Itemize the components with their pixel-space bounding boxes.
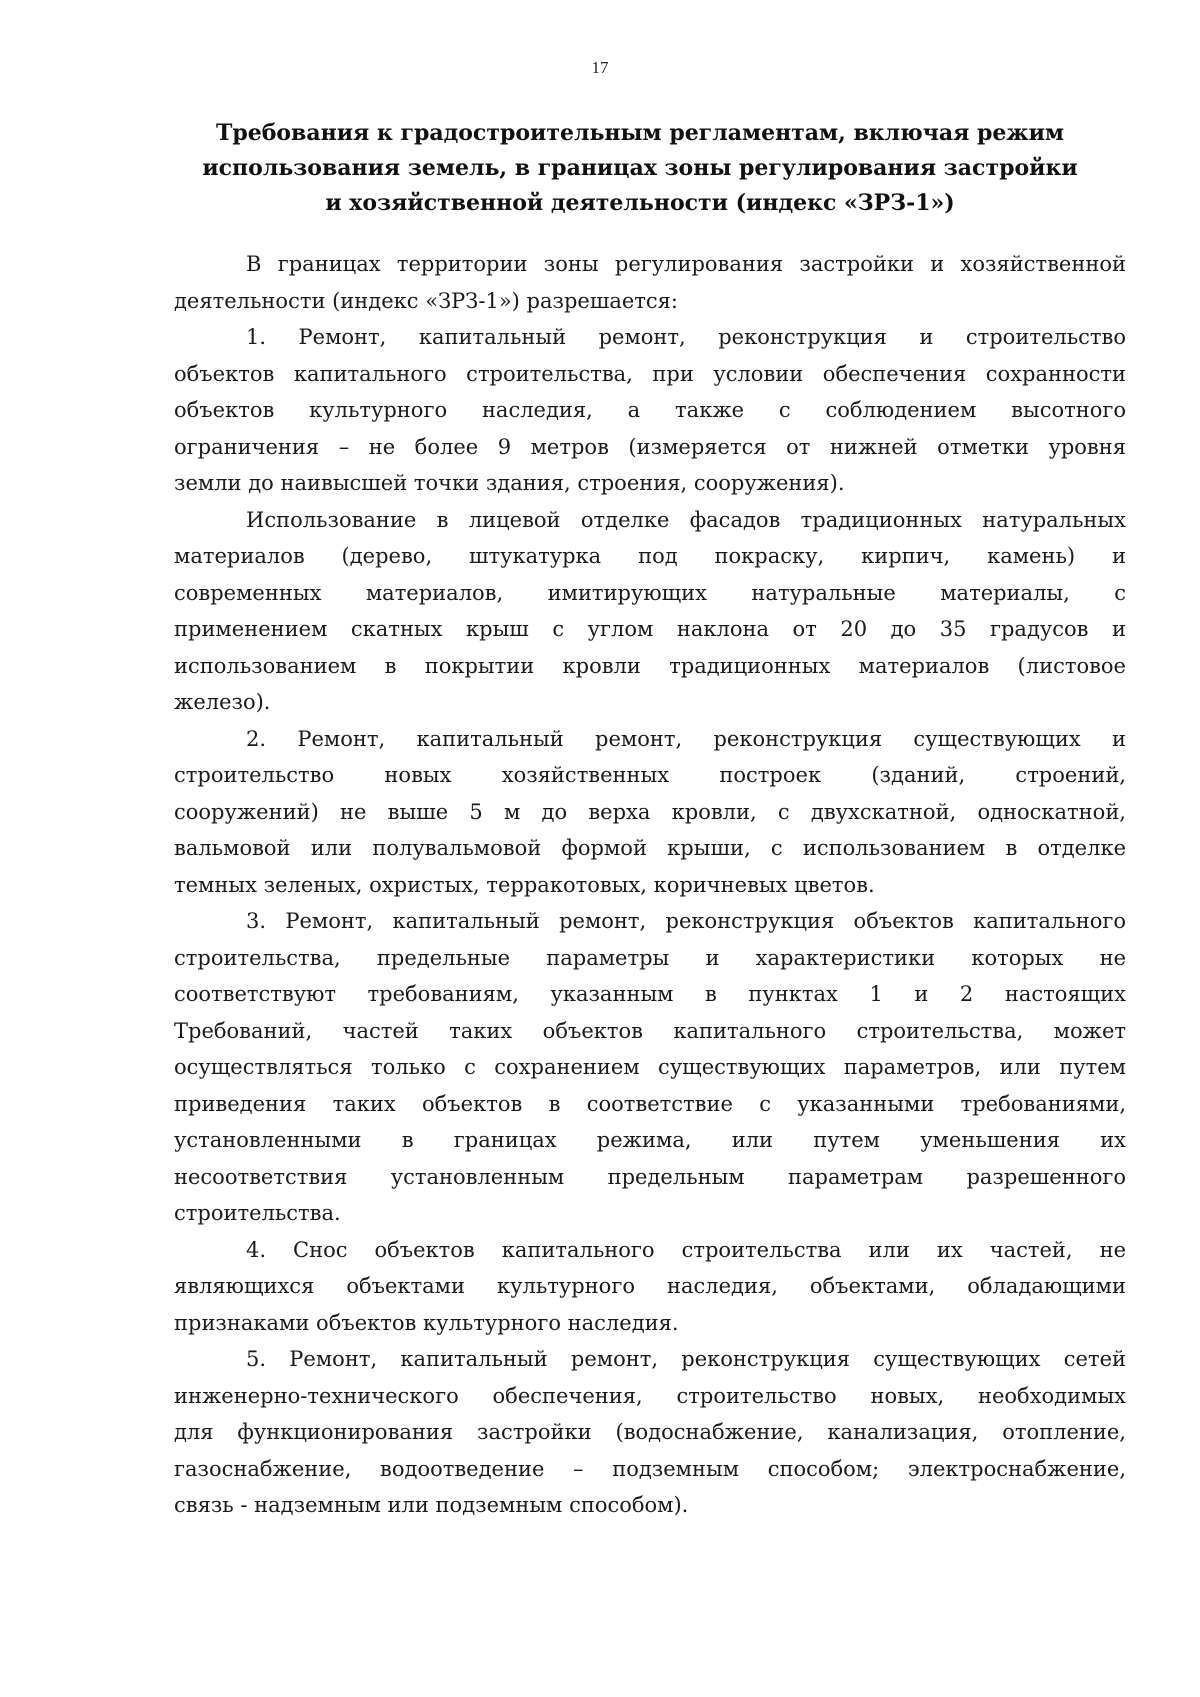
text-line: земли до наивысшей точки здания, строения, сооружения). <box>174 471 845 495</box>
text-line: объектов культурного наследия, а также с соблюдением высотного <box>174 398 1126 422</box>
text-line: темных зеленых, охристых, терракотовых, коричневых цветов. <box>174 872 875 897</box>
heading-line: Требования к градостроительным регламентам, включая режим <box>215 120 1065 146</box>
paragraph-item-4 <box>174 1232 1126 1342</box>
text-line: ограничения – не более 9 метров (измеряется от нижней отметки уровня <box>174 434 1126 459</box>
text-line: 4. Снос объектов капитального строительства или их частей, не <box>246 1237 1126 1262</box>
paragraph-item-2 <box>174 721 1126 904</box>
text-line: 5. Ремонт, капитальный ремонт, реконструкция существующих сетей <box>246 1347 1126 1371</box>
text-line: 3. Ремонт, капитальный ремонт, реконструкция объектов капитального <box>246 909 1126 933</box>
text-line: железо). <box>174 690 271 714</box>
document-heading <box>160 116 1120 221</box>
heading-line: использования земель, в границах зоны регулирования застройки <box>202 155 1078 181</box>
text-line: 2. Ремонт, капитальный ремонт, реконструкция существующих и <box>246 726 1126 751</box>
text-line: современных материалов, имитирующих натуральные материалы, с <box>174 580 1126 605</box>
text-line: являющихся объектами культурного наследия, объектами, обладающими <box>174 1274 1126 1298</box>
text-line: В границах территории зоны регулирования застройки и хозяйственной <box>246 252 1126 276</box>
text-line: объектов капитального строительства, при условии обеспечения сохранности <box>174 361 1126 386</box>
text-line: Требований, частей таких объектов капитального строительства, может <box>174 1018 1126 1043</box>
paragraph-facades <box>174 502 1126 721</box>
text-line: деятельности (индекс «ЗРЗ-1») разрешается: <box>174 288 678 313</box>
text-line: несоответствия установленным предельным параметрам разрешенного <box>174 1164 1126 1189</box>
text-line: сооружений) не выше 5 м до верха кровли, с двухскатной, односкатной, <box>174 799 1126 824</box>
text-line: связь - надземным или подземным способом). <box>174 1493 689 1517</box>
text-line: инженерно-технического обеспечения, строительство новых, необходимых <box>174 1383 1126 1408</box>
text-line: строительства, предельные параметры и характеристики которых не <box>174 945 1126 970</box>
document-body <box>174 246 1126 1524</box>
text-line: приведения таких объектов в соответствие с указанными требованиями, <box>174 1091 1126 1116</box>
paragraph-intro <box>174 246 1126 319</box>
text-line: использованием в покрытии кровли традиционных материалов (листовое <box>174 653 1126 678</box>
page-number: 17 <box>591 58 609 77</box>
paragraph-item-5 <box>174 1341 1126 1524</box>
text-line: строительства. <box>174 1201 341 1225</box>
text-line: вальмовой или полувальмовой формой крыши, с использованием в отделке <box>174 836 1126 860</box>
heading-line: и хозяйственной деятельности (индекс «ЗРЗ-1») <box>325 190 955 216</box>
paragraph-item-3 <box>174 903 1126 1232</box>
text-line: 1. Ремонт, капитальный ремонт, реконструкция и строительство <box>246 325 1126 349</box>
text-line: Использование в лицевой отделке фасадов традиционных натуральных <box>246 507 1126 532</box>
text-line: признаками объектов культурного наследия. <box>174 1310 679 1335</box>
text-line: для функционирования застройки (водоснабжение, канализация, отопление, <box>174 1420 1126 1444</box>
text-line: строительство новых хозяйственных построек (зданий, строений, <box>174 763 1126 787</box>
text-line: газоснабжение, водоотведение – подземным способом; электроснабжение, <box>174 1456 1126 1481</box>
text-line: установленными в границах режима, или путем уменьшения их <box>174 1128 1126 1152</box>
text-line: осуществляться только с сохранением существующих параметров, или путем <box>174 1055 1126 1079</box>
text-line: применением скатных крыш с углом наклона от 20 до 35 градусов и <box>174 617 1126 641</box>
text-line: соответствуют требованиям, указанным в пунктах 1 и 2 настоящих <box>174 982 1126 1006</box>
paragraph-item-1 <box>174 319 1126 502</box>
text-line: материалов (дерево, штукатурка под покраску, кирпич, камень) и <box>174 544 1126 568</box>
